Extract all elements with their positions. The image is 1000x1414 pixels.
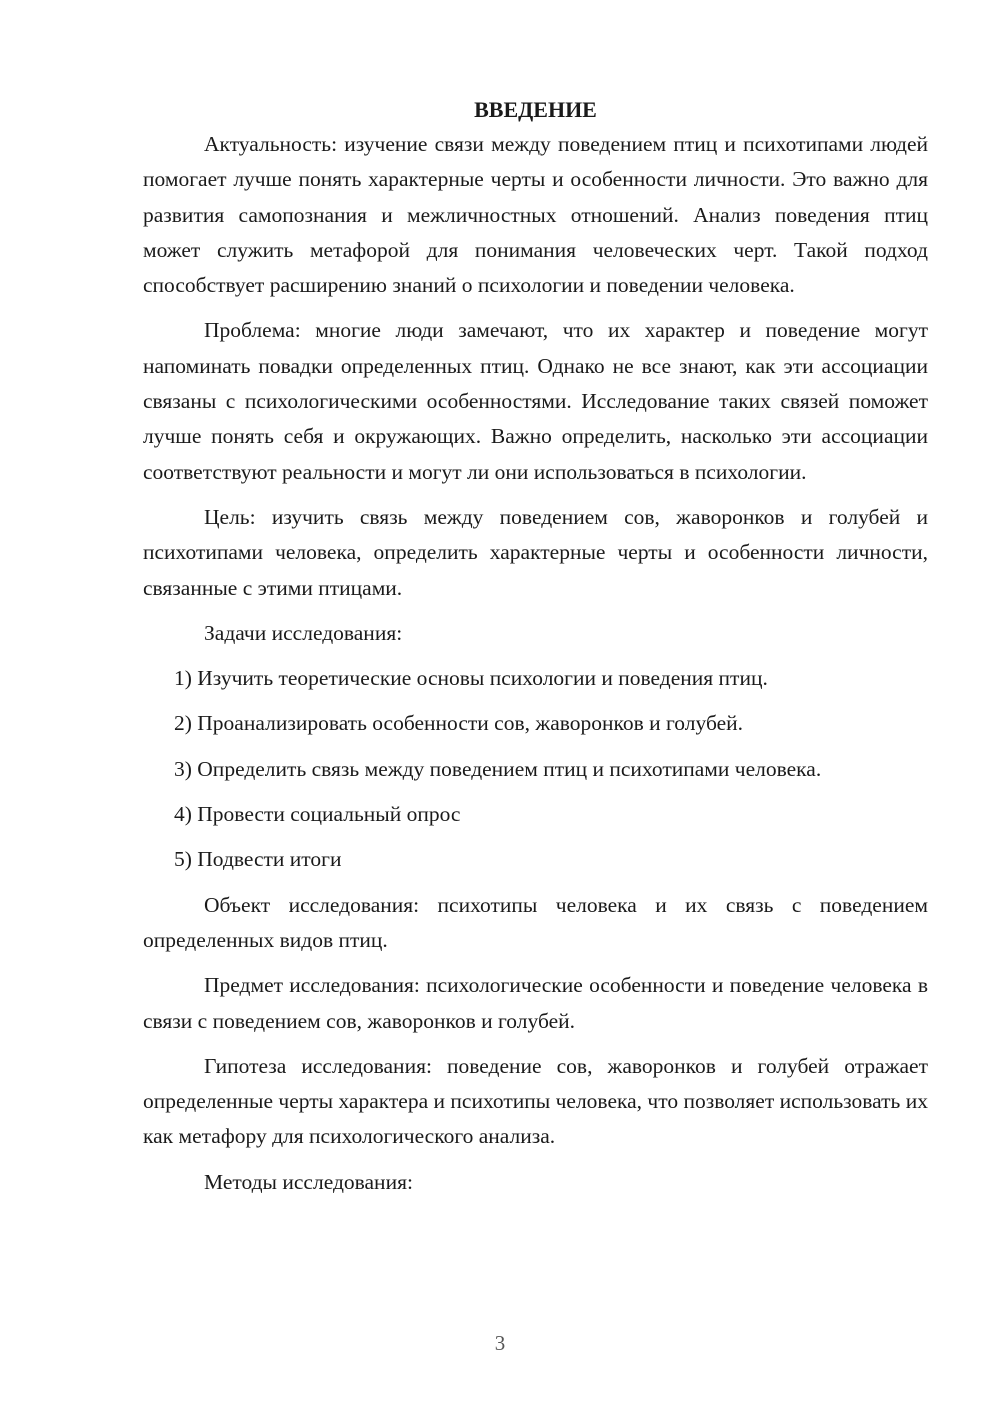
tasks-heading: Задачи исследования:: [204, 620, 403, 645]
methods-heading: Методы исследования:: [204, 1169, 413, 1194]
hypothesis-paragraph: Гипотеза исследования: поведение сов, жаворонков и голубей отражает определенные черты характера и психотипы человека, что позволяет использовать их как метафору для психологического анализа.: [143, 1053, 928, 1149]
tasks-list: [143, 661, 928, 877]
problem-paragraph: Проблема: многие люди замечают, что их характер и поведение могут напоминать повадки определенных птиц. Однако не все знают, как эти ассоциации связаны с психологическими особенностями. Исследование таких связей поможет лучше понять себя и окружающих. Важно определить, насколько эти ассоциации соответствуют реальности и могут ли они использоваться в психологии.: [143, 318, 928, 484]
task-item: 2) Проанализировать особенности сов, жаворонков и голубей.: [174, 711, 744, 736]
task-item: 4) Провести социальный опрос: [174, 802, 461, 827]
goal-paragraph: Цель: изучить связь между поведением сов, жаворонков и голубей и психотипами человека, определить характерные черты и особенности личности, связанные с этими птицами.: [143, 504, 928, 600]
object-paragraph: Объект исследования: психотипы человека и их связь с поведением определенных видов птиц.: [143, 892, 928, 952]
task-item: 5) Подвести итоги: [174, 847, 342, 872]
task-item: 1) Изучить теоретические основы психологии и поведения птиц.: [174, 666, 768, 691]
relevance-paragraph: Актуальность: изучение связи между поведением птиц и психотипами людей помогает лучше понять характерные черты и особенности личности. Это важно для развития самопознания и межличностных отношений. Анализ поведения птиц может служить метафорой для понимания человеческих черт. Такой подход способствует расширению знаний о психологии и поведении человека.: [143, 132, 928, 298]
section-title: ВВЕДЕНИЕ: [474, 97, 597, 122]
document-page: [143, 92, 928, 1210]
subject-paragraph: Предмет исследования: психологические особенности и поведение человека в связи с поведением сов, жаворонков и голубей.: [143, 973, 928, 1033]
page-number: 3: [494, 1331, 506, 1355]
task-item: 3) Определить связь между поведением птиц и психотипами человека.: [174, 756, 822, 781]
